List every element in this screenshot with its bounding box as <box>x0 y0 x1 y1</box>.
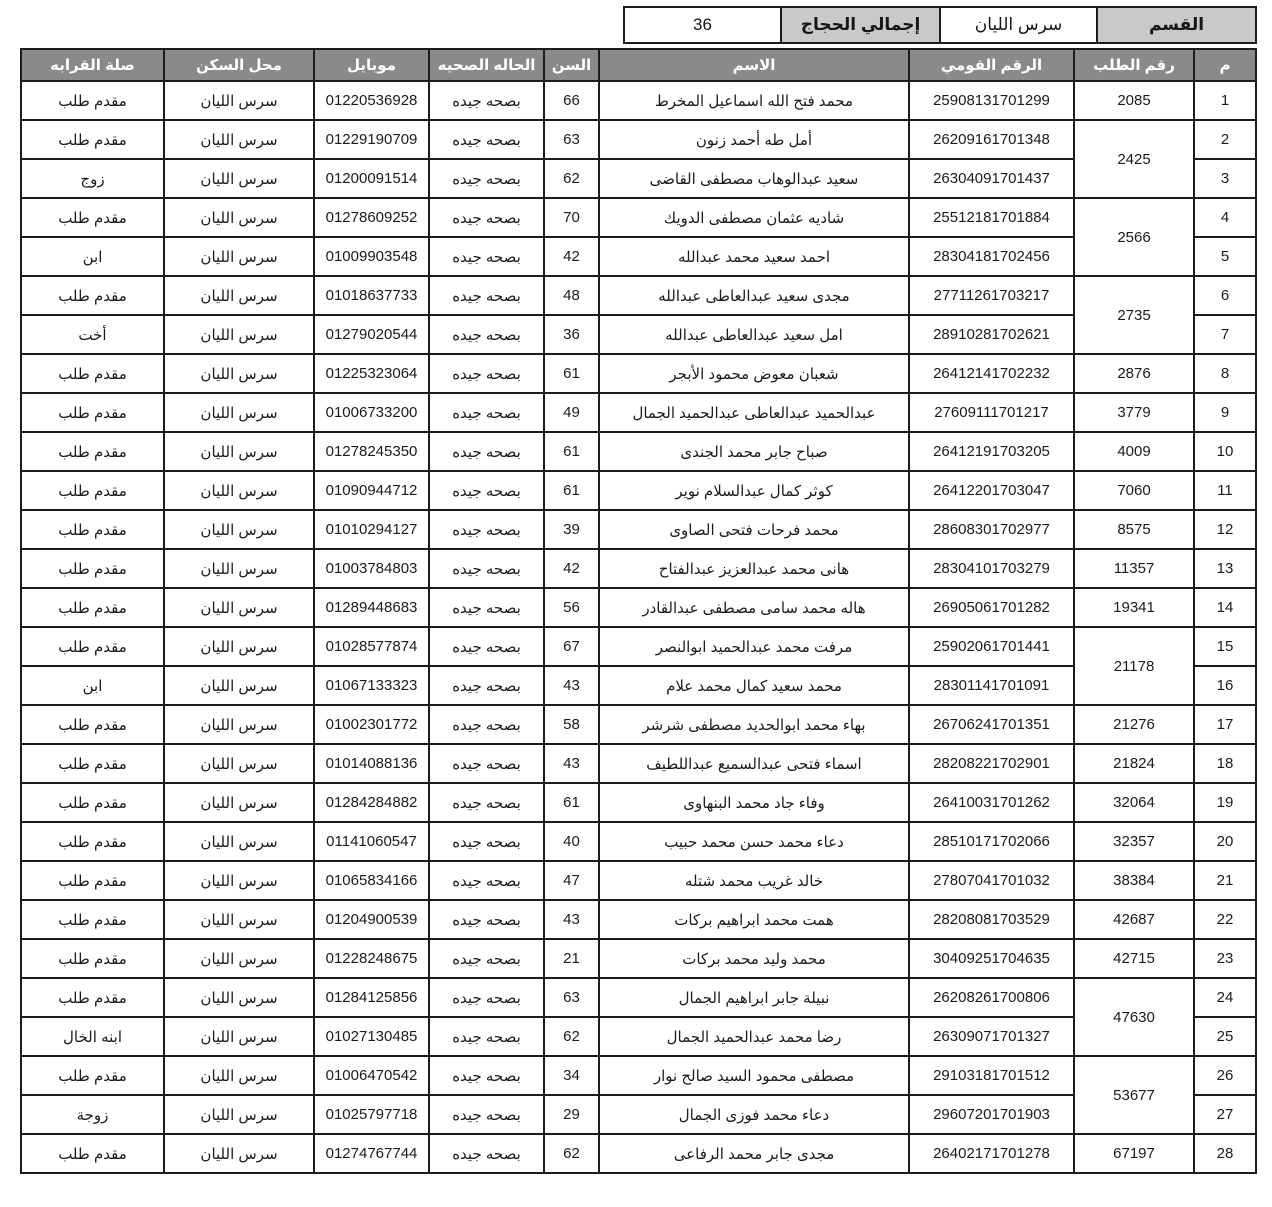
national-id-cell: 28608301702977 <box>909 510 1074 549</box>
residence-cell: سرس الليان <box>164 237 314 276</box>
age-cell: 47 <box>544 861 599 900</box>
relationship-cell: مقدم طلب <box>21 744 164 783</box>
row-serial-cell: 3 <box>1194 159 1256 198</box>
request-number-cell: 42687 <box>1074 900 1194 939</box>
relationship-cell: مقدم طلب <box>21 81 164 120</box>
mobile-number-cell: 01006470542 <box>314 1056 429 1095</box>
age-cell: 66 <box>544 81 599 120</box>
pilgrim-name-cell: احمد سعيد محمد عبدالله <box>599 237 909 276</box>
pilgrims-tbody <box>21 81 1256 1173</box>
national-id-cell: 25512181701884 <box>909 198 1074 237</box>
mobile-number-cell: 01009903548 <box>314 237 429 276</box>
health-status-cell: بصحه جيده <box>429 471 544 510</box>
table-row <box>21 276 1256 315</box>
row-serial-cell: 11 <box>1194 471 1256 510</box>
age-cell: 67 <box>544 627 599 666</box>
age-cell: 48 <box>544 276 599 315</box>
national-id-cell: 26905061701282 <box>909 588 1074 627</box>
mobile-number-cell: 01028577874 <box>314 627 429 666</box>
mobile-number-cell: 01003784803 <box>314 549 429 588</box>
health-status-cell: بصحه جيده <box>429 627 544 666</box>
residence-cell: سرس الليان <box>164 159 314 198</box>
residence-cell: سرس الليان <box>164 354 314 393</box>
row-serial-cell: 1 <box>1194 81 1256 120</box>
row-serial-cell: 20 <box>1194 822 1256 861</box>
national-id-cell: 27711261703217 <box>909 276 1074 315</box>
age-cell: 61 <box>544 354 599 393</box>
age-cell: 40 <box>544 822 599 861</box>
relationship-cell: مقدم طلب <box>21 549 164 588</box>
residence-cell: سرس الليان <box>164 1017 314 1056</box>
mobile-number-cell: 01204900539 <box>314 900 429 939</box>
health-status-cell: بصحه جيده <box>429 861 544 900</box>
table-row <box>21 978 1256 1017</box>
mobile-number-cell: 01274767744 <box>314 1134 429 1173</box>
pilgrim-name-cell: وفاء جاد محمد البنهاوى <box>599 783 909 822</box>
health-status-cell: بصحه جيده <box>429 588 544 627</box>
pilgrim-name-cell: همت محمد ابراهيم بركات <box>599 900 909 939</box>
table-row <box>21 159 1256 198</box>
row-serial-cell: 18 <box>1194 744 1256 783</box>
relationship-cell: مقدم طلب <box>21 822 164 861</box>
row-serial-cell: 22 <box>1194 900 1256 939</box>
mobile-number-cell: 01220536928 <box>314 81 429 120</box>
mobile-number-cell: 01010294127 <box>314 510 429 549</box>
row-serial-cell: 28 <box>1194 1134 1256 1173</box>
residence-cell: سرس الليان <box>164 471 314 510</box>
table-row <box>21 822 1256 861</box>
table-row <box>21 1056 1256 1095</box>
row-serial-cell: 25 <box>1194 1017 1256 1056</box>
pilgrim-name-cell: أمل طه أحمد زنون <box>599 120 909 159</box>
table-row <box>21 783 1256 822</box>
relationship-cell: مقدم طلب <box>21 276 164 315</box>
request-number-cell: 21824 <box>1074 744 1194 783</box>
age-cell: 43 <box>544 666 599 705</box>
age-cell: 42 <box>544 237 599 276</box>
table-header-row <box>21 49 1256 81</box>
health-status-cell: بصحه جيده <box>429 1134 544 1173</box>
health-status-cell: بصحه جيده <box>429 1017 544 1056</box>
residence-cell: سرس الليان <box>164 1056 314 1095</box>
residence-cell: سرس الليان <box>164 432 314 471</box>
national-id-cell: 28208221702901 <box>909 744 1074 783</box>
relationship-cell: مقدم طلب <box>21 510 164 549</box>
row-serial-cell: 24 <box>1194 978 1256 1017</box>
national-id-cell: 28301141701091 <box>909 666 1074 705</box>
residence-cell: سرس الليان <box>164 666 314 705</box>
row-serial-cell: 6 <box>1194 276 1256 315</box>
pilgrim-name-cell: شاديه عثمان مصطفى الدويك <box>599 198 909 237</box>
table-row <box>21 705 1256 744</box>
col-header-name: الاسم <box>599 49 909 81</box>
residence-cell: سرس الليان <box>164 198 314 237</box>
residence-cell: سرس الليان <box>164 588 314 627</box>
national-id-cell: 26412201703047 <box>909 471 1074 510</box>
pilgrim-name-cell: دعاء محمد فوزى الجمال <box>599 1095 909 1134</box>
row-serial-cell: 9 <box>1194 393 1256 432</box>
national-id-cell: 26208261700806 <box>909 978 1074 1017</box>
age-cell: 61 <box>544 432 599 471</box>
national-id-cell: 26304091701437 <box>909 159 1074 198</box>
age-cell: 62 <box>544 1134 599 1173</box>
mobile-number-cell: 01027130485 <box>314 1017 429 1056</box>
residence-cell: سرس الليان <box>164 393 314 432</box>
request-number-cell: 38384 <box>1074 861 1194 900</box>
health-status-cell: بصحه جيده <box>429 81 544 120</box>
mobile-number-cell: 01284284882 <box>314 783 429 822</box>
request-number-cell: 67197 <box>1074 1134 1194 1173</box>
mobile-number-cell: 01006733200 <box>314 393 429 432</box>
age-cell: 62 <box>544 1017 599 1056</box>
national-id-cell: 25908131701299 <box>909 81 1074 120</box>
health-status-cell: بصحه جيده <box>429 705 544 744</box>
national-id-cell: 26410031701262 <box>909 783 1074 822</box>
table-row <box>21 432 1256 471</box>
row-serial-cell: 19 <box>1194 783 1256 822</box>
summary-band <box>0 6 1257 44</box>
national-id-cell: 29607201701903 <box>909 1095 1074 1134</box>
health-status-cell: بصحه جيده <box>429 120 544 159</box>
pilgrim-name-cell: مصطفى محمود السيد صالح نوار <box>599 1056 909 1095</box>
health-status-cell: بصحه جيده <box>429 198 544 237</box>
national-id-cell: 26412191703205 <box>909 432 1074 471</box>
total-pilgrims-label: إجمالي الحجاج <box>780 6 941 44</box>
request-number-cell: 4009 <box>1074 432 1194 471</box>
health-status-cell: بصحه جيده <box>429 978 544 1017</box>
row-serial-cell: 12 <box>1194 510 1256 549</box>
row-serial-cell: 27 <box>1194 1095 1256 1134</box>
pilgrim-name-cell: رضا محمد عبدالحميد الجمال <box>599 1017 909 1056</box>
national-id-cell: 25902061701441 <box>909 627 1074 666</box>
national-id-cell: 26309071701327 <box>909 1017 1074 1056</box>
col-header-mobile: موبايل <box>314 49 429 81</box>
age-cell: 58 <box>544 705 599 744</box>
pilgrim-name-cell: مجدى جابر محمد الرفاعى <box>599 1134 909 1173</box>
age-cell: 62 <box>544 159 599 198</box>
table-row <box>21 588 1256 627</box>
relationship-cell: مقدم طلب <box>21 588 164 627</box>
request-number-cell: 3779 <box>1074 393 1194 432</box>
relationship-cell: مقدم طلب <box>21 900 164 939</box>
table-row <box>21 549 1256 588</box>
mobile-number-cell: 01278245350 <box>314 432 429 471</box>
age-cell: 56 <box>544 588 599 627</box>
table-row <box>21 393 1256 432</box>
pilgrim-name-cell: هانى محمد عبدالعزيز عبدالفتاح <box>599 549 909 588</box>
row-serial-cell: 5 <box>1194 237 1256 276</box>
request-number-cell: 21178 <box>1074 627 1194 705</box>
relationship-cell: مقدم طلب <box>21 1056 164 1095</box>
residence-cell: سرس الليان <box>164 939 314 978</box>
residence-cell: سرس الليان <box>164 978 314 1017</box>
residence-cell: سرس الليان <box>164 783 314 822</box>
health-status-cell: بصحه جيده <box>429 1056 544 1095</box>
col-header-national-id: الرقم القومي <box>909 49 1074 81</box>
table-row <box>21 627 1256 666</box>
health-status-cell: بصحه جيده <box>429 159 544 198</box>
table-row <box>21 510 1256 549</box>
national-id-cell: 30409251704635 <box>909 939 1074 978</box>
relationship-cell: أخت <box>21 315 164 354</box>
residence-cell: سرس الليان <box>164 822 314 861</box>
pilgrim-name-cell: صباح جابر محمد الجندى <box>599 432 909 471</box>
request-number-cell: 11357 <box>1074 549 1194 588</box>
row-serial-cell: 14 <box>1194 588 1256 627</box>
row-serial-cell: 13 <box>1194 549 1256 588</box>
pilgrim-name-cell: هاله محمد سامى مصطفى عبدالقادر <box>599 588 909 627</box>
mobile-number-cell: 01228248675 <box>314 939 429 978</box>
age-cell: 43 <box>544 744 599 783</box>
residence-cell: سرس الليان <box>164 120 314 159</box>
relationship-cell: مقدم طلب <box>21 939 164 978</box>
table-row <box>21 1134 1256 1173</box>
table-row <box>21 354 1256 393</box>
request-number-cell: 53677 <box>1074 1056 1194 1134</box>
request-number-cell: 2425 <box>1074 120 1194 198</box>
table-row <box>21 198 1256 237</box>
row-serial-cell: 4 <box>1194 198 1256 237</box>
relationship-cell: مقدم طلب <box>21 471 164 510</box>
health-status-cell: بصحه جيده <box>429 1095 544 1134</box>
table-row <box>21 81 1256 120</box>
residence-cell: سرس الليان <box>164 549 314 588</box>
relationship-cell: مقدم طلب <box>21 393 164 432</box>
residence-cell: سرس الليان <box>164 1134 314 1173</box>
row-serial-cell: 7 <box>1194 315 1256 354</box>
residence-cell: سرس الليان <box>164 315 314 354</box>
table-row <box>21 744 1256 783</box>
national-id-cell: 26402171701278 <box>909 1134 1074 1173</box>
national-id-cell: 28510171702066 <box>909 822 1074 861</box>
request-number-cell: 32064 <box>1074 783 1194 822</box>
health-status-cell: بصحه جيده <box>429 822 544 861</box>
table-row <box>21 666 1256 705</box>
table-row <box>21 1095 1256 1134</box>
pilgrim-name-cell: بهاء محمد ابوالحديد مصطفى شرشر <box>599 705 909 744</box>
national-id-cell: 27609111701217 <box>909 393 1074 432</box>
relationship-cell: مقدم طلب <box>21 1134 164 1173</box>
pilgrim-name-cell: سعيد عبدالوهاب مصطفى القاضى <box>599 159 909 198</box>
col-header-request-no: رقم الطلب <box>1074 49 1194 81</box>
residence-cell: سرس الليان <box>164 510 314 549</box>
request-number-cell: 2566 <box>1074 198 1194 276</box>
row-serial-cell: 21 <box>1194 861 1256 900</box>
mobile-number-cell: 01018637733 <box>314 276 429 315</box>
national-id-cell: 28304101703279 <box>909 549 1074 588</box>
mobile-number-cell: 01141060547 <box>314 822 429 861</box>
national-id-cell: 28208081703529 <box>909 900 1074 939</box>
table-row <box>21 1017 1256 1056</box>
request-number-cell: 32357 <box>1074 822 1194 861</box>
health-status-cell: بصحه جيده <box>429 393 544 432</box>
relationship-cell: زوج <box>21 159 164 198</box>
row-serial-cell: 2 <box>1194 120 1256 159</box>
request-number-cell: 42715 <box>1074 939 1194 978</box>
pilgrim-name-cell: محمد سعيد كمال محمد علام <box>599 666 909 705</box>
residence-cell: سرس الليان <box>164 900 314 939</box>
mobile-number-cell: 01025797718 <box>314 1095 429 1134</box>
row-serial-cell: 10 <box>1194 432 1256 471</box>
health-status-cell: بصحه جيده <box>429 315 544 354</box>
age-cell: 49 <box>544 393 599 432</box>
row-serial-cell: 23 <box>1194 939 1256 978</box>
residence-cell: سرس الليان <box>164 627 314 666</box>
age-cell: 61 <box>544 471 599 510</box>
health-status-cell: بصحه جيده <box>429 666 544 705</box>
request-number-cell: 19341 <box>1074 588 1194 627</box>
table-row <box>21 315 1256 354</box>
health-status-cell: بصحه جيده <box>429 510 544 549</box>
health-status-cell: بصحه جيده <box>429 783 544 822</box>
pilgrims-table <box>20 48 1257 1174</box>
col-header-age: السن <box>544 49 599 81</box>
table-row <box>21 900 1256 939</box>
health-status-cell: بصحه جيده <box>429 549 544 588</box>
table-row <box>21 471 1256 510</box>
table-row <box>21 237 1256 276</box>
mobile-number-cell: 01200091514 <box>314 159 429 198</box>
age-cell: 21 <box>544 939 599 978</box>
national-id-cell: 26209161701348 <box>909 120 1074 159</box>
age-cell: 42 <box>544 549 599 588</box>
national-id-cell: 26412141702232 <box>909 354 1074 393</box>
relationship-cell: مقدم طلب <box>21 978 164 1017</box>
mobile-number-cell: 01002301772 <box>314 705 429 744</box>
relationship-cell: مقدم طلب <box>21 705 164 744</box>
health-status-cell: بصحه جيده <box>429 276 544 315</box>
residence-cell: سرس الليان <box>164 744 314 783</box>
residence-cell: سرس الليان <box>164 1095 314 1134</box>
row-serial-cell: 26 <box>1194 1056 1256 1095</box>
col-header-serial: م <box>1194 49 1256 81</box>
relationship-cell: ابن <box>21 666 164 705</box>
relationship-cell: زوجة <box>21 1095 164 1134</box>
age-cell: 63 <box>544 978 599 1017</box>
request-number-cell: 8575 <box>1074 510 1194 549</box>
col-header-health: الحاله الصحيه <box>429 49 544 81</box>
health-status-cell: بصحه جيده <box>429 939 544 978</box>
request-number-cell: 2735 <box>1074 276 1194 354</box>
relationship-cell: مقدم طلب <box>21 627 164 666</box>
pilgrim-name-cell: محمد فتح الله اسماعيل المخرط <box>599 81 909 120</box>
residence-cell: سرس الليان <box>164 861 314 900</box>
health-status-cell: بصحه جيده <box>429 354 544 393</box>
request-number-cell: 47630 <box>1074 978 1194 1056</box>
mobile-number-cell: 01279020544 <box>314 315 429 354</box>
department-value: سرس الليان <box>939 6 1098 44</box>
health-status-cell: بصحه جيده <box>429 744 544 783</box>
mobile-number-cell: 01067133323 <box>314 666 429 705</box>
relationship-cell: مقدم طلب <box>21 354 164 393</box>
national-id-cell: 27807041701032 <box>909 861 1074 900</box>
age-cell: 61 <box>544 783 599 822</box>
pilgrim-name-cell: شعبان معوض محمود الأبجر <box>599 354 909 393</box>
relationship-cell: ابنه الخال <box>21 1017 164 1056</box>
row-serial-cell: 17 <box>1194 705 1256 744</box>
mobile-number-cell: 01065834166 <box>314 861 429 900</box>
pilgrim-name-cell: نبيلة جابر ابراهيم الجمال <box>599 978 909 1017</box>
table-row <box>21 939 1256 978</box>
request-number-cell: 2085 <box>1074 81 1194 120</box>
mobile-number-cell: 01289448683 <box>314 588 429 627</box>
request-number-cell: 7060 <box>1074 471 1194 510</box>
pilgrim-name-cell: امل سعيد عبدالعاطى عبدالله <box>599 315 909 354</box>
row-serial-cell: 15 <box>1194 627 1256 666</box>
national-id-cell: 28910281702621 <box>909 315 1074 354</box>
pilgrim-name-cell: مجدى سعيد عبدالعاطى عبدالله <box>599 276 909 315</box>
national-id-cell: 26706241701351 <box>909 705 1074 744</box>
table-row <box>21 861 1256 900</box>
mobile-number-cell: 01014088136 <box>314 744 429 783</box>
request-number-cell: 2876 <box>1074 354 1194 393</box>
health-status-cell: بصحه جيده <box>429 900 544 939</box>
pilgrim-name-cell: خالد غريب محمد شتله <box>599 861 909 900</box>
relationship-cell: ابن <box>21 237 164 276</box>
request-number-cell: 21276 <box>1074 705 1194 744</box>
age-cell: 36 <box>544 315 599 354</box>
national-id-cell: 29103181701512 <box>909 1056 1074 1095</box>
table-row <box>21 120 1256 159</box>
pilgrim-name-cell: محمد فرحات فتحى الصاوى <box>599 510 909 549</box>
row-serial-cell: 8 <box>1194 354 1256 393</box>
health-status-cell: بصحه جيده <box>429 237 544 276</box>
age-cell: 34 <box>544 1056 599 1095</box>
residence-cell: سرس الليان <box>164 276 314 315</box>
relationship-cell: مقدم طلب <box>21 783 164 822</box>
age-cell: 63 <box>544 120 599 159</box>
pilgrim-name-cell: اسماء فتحى عبدالسميع عبداللطيف <box>599 744 909 783</box>
row-serial-cell: 16 <box>1194 666 1256 705</box>
mobile-number-cell: 01090944712 <box>314 471 429 510</box>
mobile-number-cell: 01278609252 <box>314 198 429 237</box>
age-cell: 29 <box>544 1095 599 1134</box>
mobile-number-cell: 01229190709 <box>314 120 429 159</box>
relationship-cell: مقدم طلب <box>21 432 164 471</box>
residence-cell: سرس الليان <box>164 81 314 120</box>
relationship-cell: مقدم طلب <box>21 198 164 237</box>
department-label: القسم <box>1096 6 1257 44</box>
pilgrim-name-cell: محمد وليد محمد بركات <box>599 939 909 978</box>
col-header-relationship: صلة القرابه <box>21 49 164 81</box>
pilgrim-name-cell: مرفت محمد عبدالحميد ابوالنصر <box>599 627 909 666</box>
health-status-cell: بصحه جيده <box>429 432 544 471</box>
age-cell: 43 <box>544 900 599 939</box>
mobile-number-cell: 01225323064 <box>314 354 429 393</box>
age-cell: 39 <box>544 510 599 549</box>
total-pilgrims-value: 36 <box>623 6 782 44</box>
pilgrim-name-cell: عبدالحميد عبدالعاطى عبدالحميد الجمال <box>599 393 909 432</box>
relationship-cell: مقدم طلب <box>21 120 164 159</box>
residence-cell: سرس الليان <box>164 705 314 744</box>
pilgrim-name-cell: كوثر كمال عبدالسلام نوير <box>599 471 909 510</box>
pilgrim-name-cell: دعاء محمد حسن محمد حبيب <box>599 822 909 861</box>
mobile-number-cell: 01284125856 <box>314 978 429 1017</box>
col-header-residence: محل السكن <box>164 49 314 81</box>
relationship-cell: مقدم طلب <box>21 861 164 900</box>
national-id-cell: 28304181702456 <box>909 237 1074 276</box>
age-cell: 70 <box>544 198 599 237</box>
